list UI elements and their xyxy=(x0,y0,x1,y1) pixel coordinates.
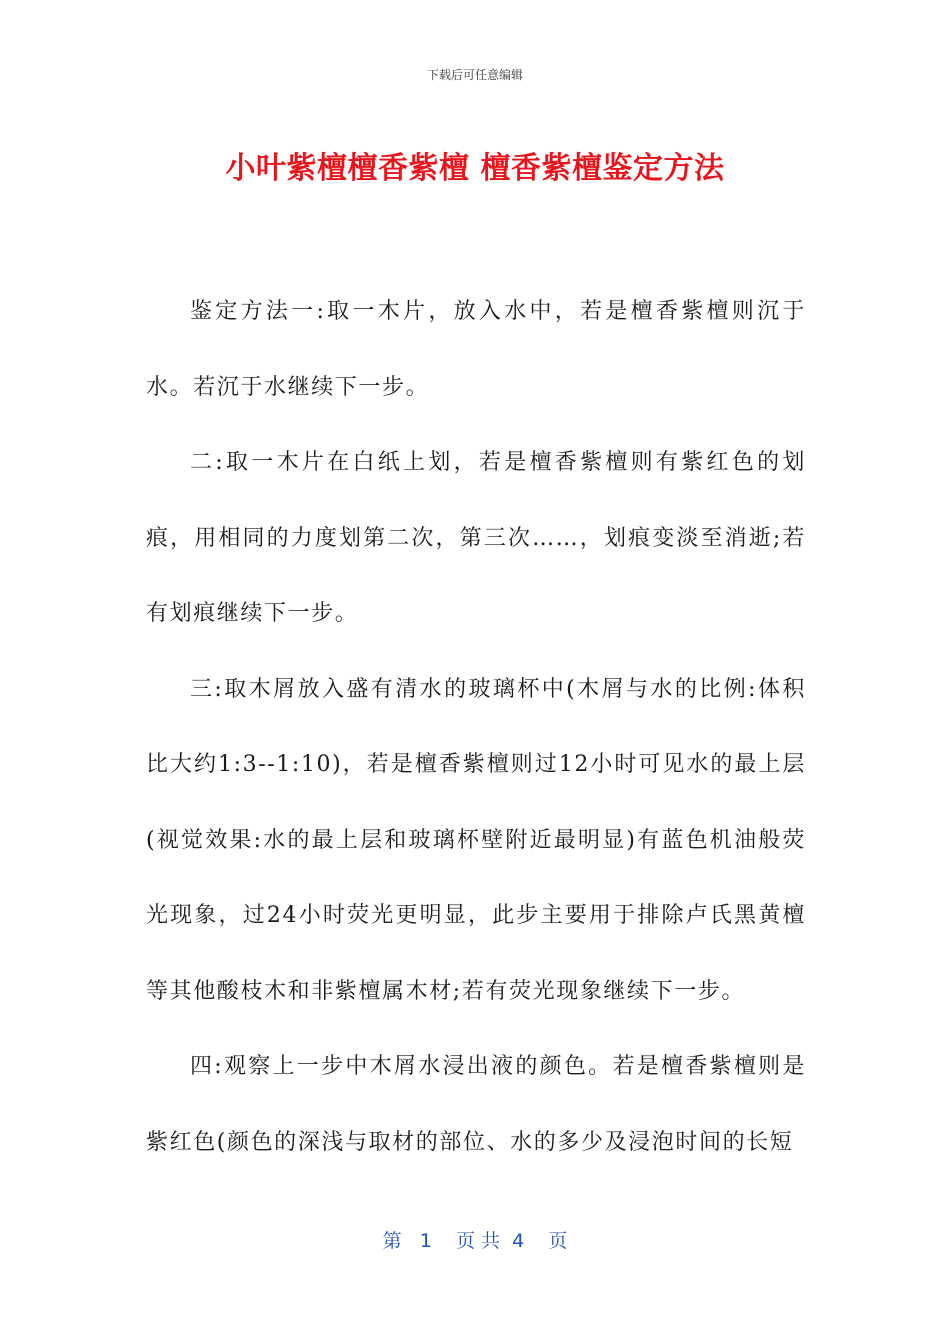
document-body xyxy=(146,274,806,1180)
page-number-footer: 第 1 页 共 4 页 xyxy=(382,1230,568,1252)
header-note: 下载后可任意编辑 xyxy=(426,68,523,82)
paragraph-method-4: 四:观察上一步中木屑水浸出液的颜色。若是檀香紫檀则是紫红色(颜色的深浅与取材的部位、水的多少及浸泡时间的长短 xyxy=(146,1054,806,1155)
paragraph-method-1: 鉴定方法一:取一木片，放入水中，若是檀香紫檀则沉于水。若沉于水继续下一步。 xyxy=(146,299,806,400)
paragraph-method-2: 二:取一木片在白纸上划，若是檀香紫檀则有紫红色的划痕，用相同的力度划第二次，第三次……，划痕变淡至消逝;若有划痕继续下一步。 xyxy=(146,450,806,626)
document-title: 小叶紫檀檀香紫檀 檀香紫檀鉴定方法 xyxy=(225,151,725,186)
paragraph-method-3: 三:取木屑放入盛有清水的玻璃杯中(木屑与水的比例:体积比大约1:3--1:10)，若是檀香紫檀则过12小时可见水的最上层(视觉效果:水的最上层和玻璃杯壁附近最明显)有蓝色机油般荧光现象，过24小时荧光更明显，此步主要用于排除卢氏黑黄檀等其他酸枝木和非紫檀属木材;若有荧光现象继续下一步。 xyxy=(146,676,806,1004)
